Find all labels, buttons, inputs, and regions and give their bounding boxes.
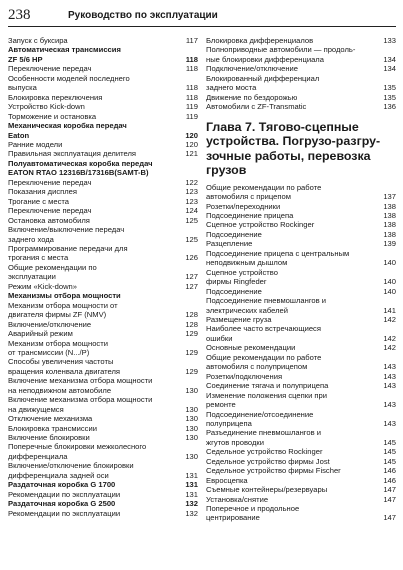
toc-entry-text: Торможение и остановка [8, 111, 97, 121]
toc-entry-text: Сцепное устройство Rockinger [206, 220, 315, 230]
toc-page-number: 142 [383, 343, 396, 353]
toc-page-number: 143 [383, 418, 396, 428]
toc-entry [8, 414, 198, 423]
toc-entry-text: эксплуатации [8, 272, 56, 282]
toc-entry-text: Механизм отбора мощности от [8, 300, 118, 310]
toc-entry [206, 93, 396, 102]
toc-entry [8, 93, 198, 102]
toc-entry [8, 329, 198, 338]
toc-page-number: 131 [185, 480, 198, 490]
toc-entry-text: Включение/отключение [8, 319, 92, 329]
toc-page-number: 123 [185, 196, 198, 206]
toc-entry [206, 466, 396, 475]
toc-entry-text: Поперечные блокировки межколесного [8, 442, 147, 452]
toc-entry-text: Ранние модели [8, 139, 63, 149]
toc-entry-text: Полуавтоматическая коробка передач [8, 158, 153, 168]
toc-page-number: 120 [185, 130, 198, 140]
toc-entry-text: трогания с места [8, 253, 69, 263]
toc-entry [206, 183, 396, 192]
toc-entry-text: ZF 5/6 HP [8, 54, 43, 64]
toc-entry-text: Правильная эксплуатация делителя [8, 149, 137, 159]
toc-entry-text: Общие рекомендации по работе [206, 182, 322, 192]
toc-page-number: 126 [185, 253, 198, 263]
toc-page-number: 145 [383, 456, 396, 466]
toc-entry [8, 442, 198, 451]
toc-entry-text: заднего хода [8, 234, 54, 244]
toc-page-number: 131 [185, 470, 198, 480]
toc-page-number: 122 [185, 177, 198, 187]
toc-entry-text: выпуска [8, 83, 37, 93]
toc-entry [8, 225, 198, 234]
toc-entry [8, 424, 198, 433]
toc-entry-text: Включение механизма отбора мощности [8, 376, 153, 386]
toc-entry-text: Подсоединение [206, 286, 262, 296]
toc-entry [8, 490, 198, 499]
toc-entry [8, 64, 198, 73]
toc-entry [8, 471, 198, 480]
toc-entry-text: на неподвижном автомобиле [8, 385, 112, 395]
toc-entry [206, 447, 396, 456]
toc-page-number: 137 [383, 192, 396, 202]
toc-page-number: 142 [383, 333, 396, 343]
toc-entry-text: Раздаточная коробка G 1700 [8, 480, 116, 490]
toc-page-number: 140 [383, 277, 396, 287]
toc-entry-text: Блокировка дифференциалов [206, 36, 314, 45]
toc-entry [8, 310, 198, 319]
toc-page-number: 143 [383, 400, 396, 410]
toc-entry-text: Основные рекомендации [206, 343, 296, 353]
toc-page-number: 125 [185, 234, 198, 244]
toc-entry [8, 263, 198, 272]
toc-entry-text: Полноприводные автомобили — продоль- [206, 45, 356, 55]
toc-entry [206, 362, 396, 371]
toc-page-number: 134 [383, 64, 396, 74]
toc-page-number: 130 [185, 451, 198, 461]
toc-entry [206, 55, 396, 64]
toc-entry [8, 339, 198, 348]
toc-page-number: 136 [383, 102, 396, 112]
toc-entry [8, 159, 198, 168]
toc-entry-text: Блокировка трансмиссии [8, 423, 97, 433]
toc-entry-text: Подсоединение/отсоединение [206, 409, 314, 419]
toc-entry-text: Механизм отбора мощности [8, 338, 108, 348]
toc-entry [206, 102, 396, 111]
toc-entry-text: ремонте [206, 400, 236, 410]
toc-entry-text: Переключение передач [8, 177, 92, 187]
toc-entry [8, 121, 198, 130]
toc-entry [8, 301, 198, 310]
toc-entry-text: Механическая коробка передач [8, 121, 127, 131]
toc-entry-text: на движущемся [8, 404, 64, 414]
toc-entry [206, 428, 396, 437]
toc-entry-text: Рекомендации по эксплуатации [8, 508, 121, 518]
toc-page-number: 138 [383, 201, 396, 211]
toc-right-column [206, 36, 396, 523]
toc-entry [8, 386, 198, 395]
toc-page-number: 130 [185, 433, 198, 443]
toc-entry [8, 320, 198, 329]
toc-page-number: 147 [383, 494, 396, 504]
toc-entry [8, 272, 198, 281]
toc-entry-text: EATON RTAO 12316B/17316B(SAMT-B) [8, 168, 149, 178]
toc-entry [206, 476, 396, 485]
toc-page-number: 146 [383, 475, 396, 485]
toc-entry-text: Автоматическая трансмиссия [8, 45, 121, 55]
toc-entry [8, 131, 198, 140]
toc-entry [206, 74, 396, 83]
toc-page-number: 143 [383, 381, 396, 391]
toc-entry [8, 178, 198, 187]
toc-entry [206, 306, 396, 315]
toc-entry [8, 367, 198, 376]
toc-entry [206, 45, 396, 54]
toc-entry-text: Розетки/переходники [206, 201, 281, 211]
toc-page-number: 130 [185, 423, 198, 433]
toc-page-number: 140 [383, 258, 396, 268]
toc-entry-text: Подсоединение прицепа [206, 210, 294, 220]
toc-page-number: 119 [185, 102, 198, 112]
toc-entry-text: ные блокировки дифференциала [206, 54, 324, 64]
toc-entry [206, 513, 396, 522]
toc-page-number: 131 [185, 489, 198, 499]
toc-entry-text: автомобиля с полуприцепом [206, 362, 308, 372]
toc-page-number: 129 [185, 329, 198, 339]
toc-page-number: 135 [383, 83, 396, 93]
toc-entry-text: Раздаточная коробка G 2500 [8, 499, 116, 509]
toc-page-number: 120 [185, 139, 198, 149]
toc-entry [8, 376, 198, 385]
toc-entry [206, 296, 396, 305]
toc-entry-text: Соединение тягача и полуприцепа [206, 381, 329, 391]
toc-page-number: 130 [185, 404, 198, 414]
toc-entry [206, 220, 396, 229]
toc-entry [8, 36, 198, 45]
toc-entry [206, 391, 396, 400]
toc-page-number: 138 [383, 220, 396, 230]
toc-entry-text: Включение/выключение передач [8, 225, 125, 235]
toc-entry-text: Переключение передач [8, 206, 92, 216]
toc-entry [206, 457, 396, 466]
toc-entry-text: полуприцепа [206, 418, 252, 428]
toc-entry-text: Остановка автомобиля [8, 215, 90, 225]
toc-entry-text: Евросцепка [206, 475, 248, 485]
page-header [8, 6, 396, 27]
toc-entry-text: Включение блокировки [8, 433, 90, 443]
toc-entry-text: ошибки [206, 333, 233, 343]
toc-page-number: 146 [383, 466, 396, 476]
toc-entry [8, 461, 198, 470]
toc-page-number: 121 [185, 149, 198, 159]
toc-page-number: 140 [383, 286, 396, 296]
toc-page-number: 143 [383, 371, 396, 381]
toc-entry [206, 419, 396, 428]
toc-entry [8, 405, 198, 414]
toc-entry-text: Разцепление [206, 239, 253, 249]
toc-entry-text: Сцепное устройство [206, 267, 278, 277]
toc-entry-text: Показания дисплея [8, 187, 78, 197]
toc-page-number: 147 [383, 513, 396, 523]
toc-entry-text: фирмы Ringfeder [206, 277, 267, 287]
toc-entry [8, 433, 198, 442]
toc-entry-text: автомобиля с прицепом [206, 192, 291, 202]
toc-entry [8, 168, 198, 177]
toc-entry [206, 239, 396, 248]
toc-entry-text: Режим «Kick-down» [8, 281, 77, 291]
toc-entry-text: Размещение груза [206, 314, 272, 324]
toc-entry-text: Блокировка переключения [8, 92, 103, 102]
toc-page-number: 138 [383, 229, 396, 239]
toc-entry [206, 277, 396, 286]
toc-page-number: 143 [383, 362, 396, 372]
toc-entry-text: Седельное устройство фирмы Fischer [206, 466, 341, 476]
toc-page-number: 118 [185, 54, 198, 64]
toc-page-number: 130 [185, 414, 198, 424]
toc-entry-text: Седельное устройство фирмы Jost [206, 456, 330, 466]
toc-entry-text: Механизмы отбора мощности [8, 291, 121, 301]
toc-entry [206, 400, 396, 409]
toc-page-number: 124 [185, 206, 198, 216]
toc-page-number: 125 [185, 215, 198, 225]
toc-entry-text: Программирование передачи для [8, 243, 128, 253]
toc-entry [206, 202, 396, 211]
toc-entry [8, 395, 198, 404]
toc-entry [8, 452, 198, 461]
toc-page-number: 117 [185, 36, 198, 45]
toc-entry-text: Изменение положения сцепки при [206, 390, 327, 400]
toc-page-number: 139 [383, 239, 396, 249]
toc-entry-text: Eaton [8, 130, 30, 140]
toc-entry-text: Автомобили с ZF-Transmatic [206, 102, 307, 112]
toc-entry [206, 192, 396, 201]
toc-entry [206, 36, 396, 45]
toc-page-number: 134 [383, 54, 396, 64]
toc-page-number: 142 [383, 314, 396, 324]
toc-entry-text: Рекомендации по эксплуатации [8, 489, 121, 499]
running-title: Руководство по эксплуатации [68, 10, 218, 21]
toc-entry [206, 315, 396, 324]
toc-entry-text: Блокированный дифференциал [206, 73, 320, 83]
toc-entry-text: дифференциала [8, 451, 68, 461]
toc-page-number: 123 [185, 187, 198, 197]
toc-entry [8, 348, 198, 357]
toc-entry-text: Общие рекомендации по работе [206, 352, 322, 362]
toc-entry [206, 268, 396, 277]
toc-page-number: 129 [185, 366, 198, 376]
toc-page-number: 127 [185, 272, 198, 282]
toc-page-number: 118 [185, 64, 198, 74]
toc-page-number: 127 [185, 281, 198, 291]
toc-entry [206, 324, 396, 333]
toc-entry-text: Трогание с места [8, 196, 70, 206]
toc-entry-text: заднего моста [206, 83, 257, 93]
toc-entry-text: Способы увеличения частоты [8, 357, 114, 367]
toc-entry [8, 206, 198, 215]
toc-entry [206, 504, 396, 513]
toc-entry-text: двигателя фирмы ZF (NMV) [8, 310, 107, 320]
toc-page-number: 132 [185, 508, 198, 518]
toc-entry-text: Отключение механизма [8, 414, 93, 424]
toc-entry [206, 353, 396, 362]
toc-entry [206, 438, 396, 447]
toc-page-number: 128 [185, 310, 198, 320]
toc-page-number: 145 [383, 447, 396, 457]
toc-entry-text: Подсоединение [206, 229, 262, 239]
toc-entry-text: Аварийный режим [8, 329, 73, 339]
toc-entry-text: Запуск с буксира [8, 36, 68, 45]
toc-entry [8, 499, 198, 508]
toc-entry [8, 216, 198, 225]
toc-entry-text: Устройство Kick-down [8, 102, 85, 112]
toc-entry-text: Переключение передач [8, 64, 92, 74]
toc-entry [8, 282, 198, 291]
toc-entry [8, 480, 198, 489]
toc-entry [8, 102, 198, 111]
toc-entry [206, 287, 396, 296]
toc-page-number: 147 [383, 485, 396, 495]
toc-entry-text: Подключение/отключение [206, 64, 298, 74]
toc-entry-text: Подсоединение пневмошлангов и [206, 296, 327, 306]
toc-entry [8, 45, 198, 54]
toc-entry-text: Подсоединение прицепа с центральным [206, 248, 350, 258]
toc-right-top [206, 36, 396, 112]
toc-entry [206, 230, 396, 239]
toc-entry [206, 211, 396, 220]
toc-entry [206, 258, 396, 267]
toc-entry [206, 249, 396, 258]
toc-right-bottom [206, 183, 396, 523]
toc-entry [8, 235, 198, 244]
toc-entry [206, 410, 396, 419]
toc-left-column [8, 36, 198, 518]
toc-entry-text: неподвижным дышлом [206, 258, 288, 268]
toc-entry [8, 140, 198, 149]
toc-entry-text: от трансмиссии (N.../P) [8, 347, 90, 357]
toc-entry-text: Установка/снятие [206, 494, 269, 504]
toc-entry [206, 485, 396, 494]
page-number: 238 [8, 7, 31, 23]
toc-entry [8, 197, 198, 206]
toc-page-number: 130 [185, 385, 198, 395]
toc-page-number: 118 [185, 83, 198, 93]
toc-entry [206, 372, 396, 381]
toc-entry-text: Особенности моделей последнего [8, 73, 130, 83]
toc-entry-text: Включение механизма отбора мощности [8, 395, 153, 405]
toc-page-number: 141 [383, 305, 396, 315]
toc-entry-text: дифференциала задней оси [8, 470, 109, 480]
toc-entry-text: Включение/отключение блокировки [8, 461, 134, 471]
toc-entry-text: Поперечное и продольное [206, 504, 300, 514]
toc-page-number: 133 [383, 36, 396, 45]
toc-entry-text: вращения коленвала двигателя [8, 366, 121, 376]
toc-page-number: 135 [383, 92, 396, 102]
toc-entry [8, 74, 198, 83]
toc-entry [8, 55, 198, 64]
toc-entry-text: Съемные контейнеры/резервуары [206, 485, 328, 495]
toc-entry [206, 334, 396, 343]
toc-entry [8, 83, 198, 92]
toc-entry [8, 253, 198, 262]
toc-entry [8, 291, 198, 300]
toc-entry [206, 83, 396, 92]
chapter-title: Глава 7. Тягово-сцепные устройства. Погрузо-разгру-зочные работы, перевозка грузов [206, 119, 381, 178]
toc-entry-text: Общие рекомендации по [8, 262, 97, 272]
toc-page-number: 128 [185, 319, 198, 329]
toc-page-number: 118 [185, 92, 198, 102]
toc-page-number: 119 [185, 111, 198, 121]
toc-entry [8, 244, 198, 253]
toc-entry [206, 495, 396, 504]
toc-entry [8, 509, 198, 518]
toc-entry-text: Седельное устройство Rockinger [206, 447, 323, 457]
toc-entry [206, 381, 396, 390]
toc-page-number: 129 [185, 347, 198, 357]
toc-entry-text: Разъединение пневмошлангов и [206, 428, 321, 438]
toc-entry [8, 112, 198, 121]
toc-page-number: 132 [185, 499, 198, 509]
toc-entry [206, 343, 396, 352]
toc-entry [8, 187, 198, 196]
toc-entry-text: Розетки/подключения [206, 371, 283, 381]
toc-entry [206, 64, 396, 73]
toc-page-number: 138 [383, 210, 396, 220]
toc-entry-text: Движение по бездорожью [206, 92, 298, 102]
toc-page-number: 145 [383, 437, 396, 447]
toc-entry-text: центрирование [206, 513, 260, 523]
toc-entry-text: жгутов проводки [206, 437, 264, 447]
toc-entry [8, 149, 198, 158]
toc-entry [8, 357, 198, 366]
toc-entry-text: Наиболее часто встречающиеся [206, 324, 321, 334]
toc-entry-text: электрических кабелей [206, 305, 289, 315]
